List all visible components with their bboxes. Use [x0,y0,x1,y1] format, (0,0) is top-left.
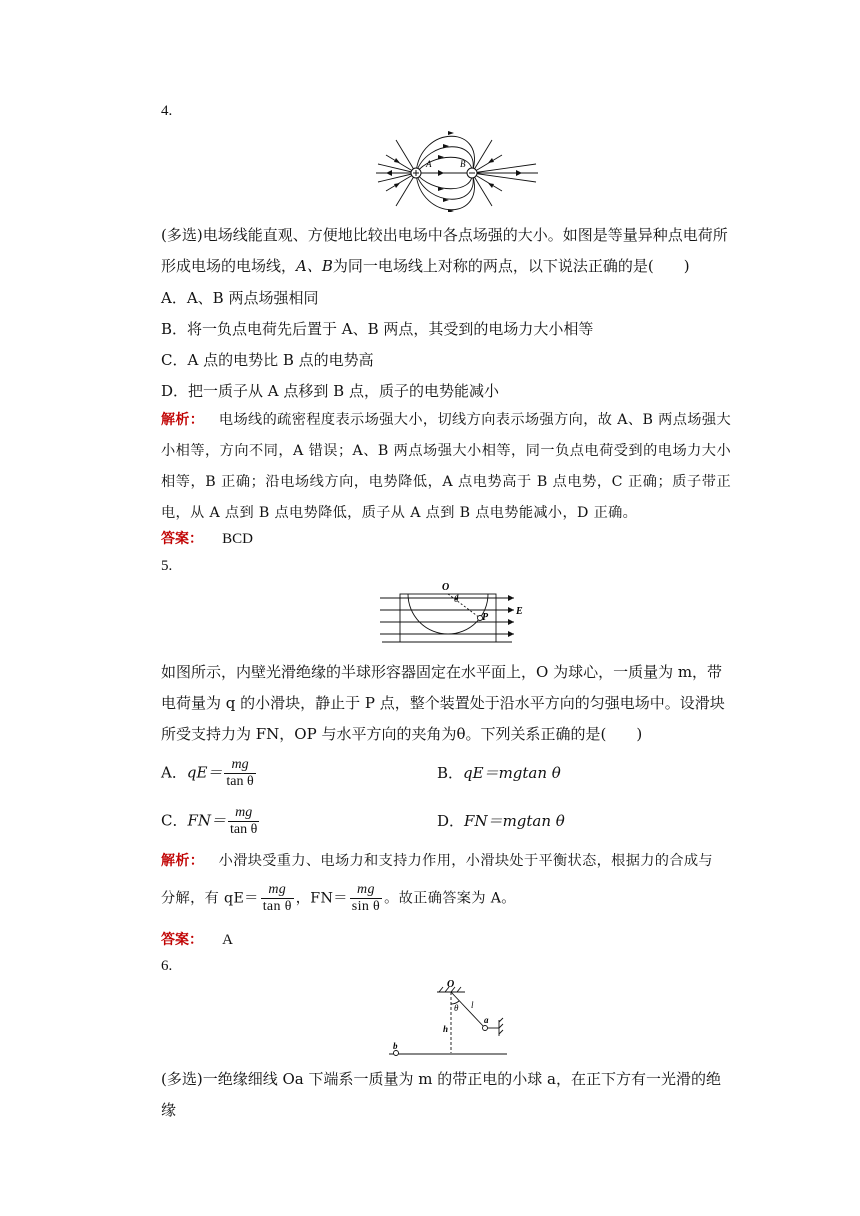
question-4-stem [161,220,731,282]
question-5-stem: 如图所示，内壁光滑绝缘的半球形容器固定在水平面上，O 为球心，一质量为 m，带电荷量为 q 的小滑块，静止于 P 点，整个装置处于沿水平方向的匀强电场中。设滑块所受支持力为 FN，OP 与水平方向的夹角为θ。下列关系正确的是( ) [161,663,725,743]
question-4-stem-suffix: 为同一电场线上对称的两点，以下说法正确的是( ) [332,257,690,275]
figure-label-theta: θ [454,1003,459,1013]
question-5-answer [161,928,233,951]
explanation-label: 解析： [161,412,205,428]
question-4-option-d: D．把一质子从 A 点移到 B 点，质子的电势能减小 [161,382,499,400]
figure-label-l: l [471,1000,474,1010]
pendulum-figure [383,978,513,1060]
question-4-explanation-text: 电场线的疏密程度表示场强大小，切线方向表示场强方向，故 A、B 两点场强大小相等，方向不同，A 错误；A、B 两点场强大小相等，同一负点电荷受到的电场力大小相等，B 正确；沿电场线方向，电势降低，A 点电势高于 B 点电势，C 正确；质子带正电，从 A 点到 B 点电势降低，质子从 A 点到 B 点电势能减小，D 正确。 [161,412,731,521]
question-5-option-a: A．qE＝ $\frac{mg}{\text{tan θ}}$ [161,757,254,789]
fraction: $\frac{mg}{\text{tan θ}}$ [230,805,258,837]
question-5-explanation-text: 小滑块受重力、电场力和支持力作用，小滑块处于平衡状态，根据力的合成与 [218,853,713,869]
hemisphere-container-figure [378,580,528,650]
question-6-number: 6. [161,958,173,974]
figure-label-h: h [443,1024,449,1034]
question-4-stem-prefix: (多选)电场线能直观、方便地比较出电场中各点场强的大小。如图是等量异种点电荷所形成电场的电场线， [161,226,728,275]
fraction: $\frac{mg}{\text{tan θ}}$ [226,757,254,789]
figure-label-b: B [460,159,466,169]
question-5-explanation-line2: 分解，有 qE＝ $\frac{mg}{\text{tan θ}}$ ，FN＝ $\frac{mg}{\text{sin θ}}$ 。故正确答案为 A。 [161,882,516,914]
question-5-option-c: C．FN＝ $\frac{mg}{\text{tan θ}}$ [161,805,258,837]
question-4-number: 4. [161,103,173,119]
question-4-stem-vars: A、B [296,257,333,275]
question-4-option-b: B．将一负点电荷先后置于 A、B 两点，其受到的电场力大小相等 [161,320,594,338]
answer-label: 答案： [161,531,203,547]
dipole-field-figure [372,130,542,212]
figure-label-a: a [484,1015,489,1025]
answer-label: 答案： [161,932,203,948]
answer-value: BCD [222,531,253,547]
question-4-answer [161,527,253,550]
figure-label-b: b [393,1041,398,1051]
question-5-number: 5. [161,558,173,574]
question-4-option-c: C．A 点的电势比 B 点的电势高 [161,351,374,369]
figure-label-o: O [447,979,455,990]
question-5-explanation-line1 [161,846,731,877]
figure-label-e: E [516,606,523,617]
answer-value: A [222,932,233,948]
question-5-option-b: B．qE＝mgtan θ [437,764,561,782]
figure-label-p: P [482,612,489,623]
fraction: $\frac{mg}{\text{tan θ}}$ [262,882,292,914]
question-5-option-d: D．FN＝mgtan θ [437,812,565,830]
question-4-explanation [161,405,731,529]
question-4-option-a: A．A、B 两点场强相同 [161,289,319,307]
fraction: $\frac{mg}{\text{sin θ}}$ [351,882,381,914]
explanation-label: 解析： [161,853,205,869]
figure-label-theta: θ [454,594,459,604]
question-6-stem: (多选)一绝缘细线 Oa 下端系一质量为 m 的带正电的小球 a，在正下方有一光滑的绝缘 [161,1070,721,1119]
figure-label-o: O [442,582,450,593]
figure-label-a: A [426,159,432,169]
